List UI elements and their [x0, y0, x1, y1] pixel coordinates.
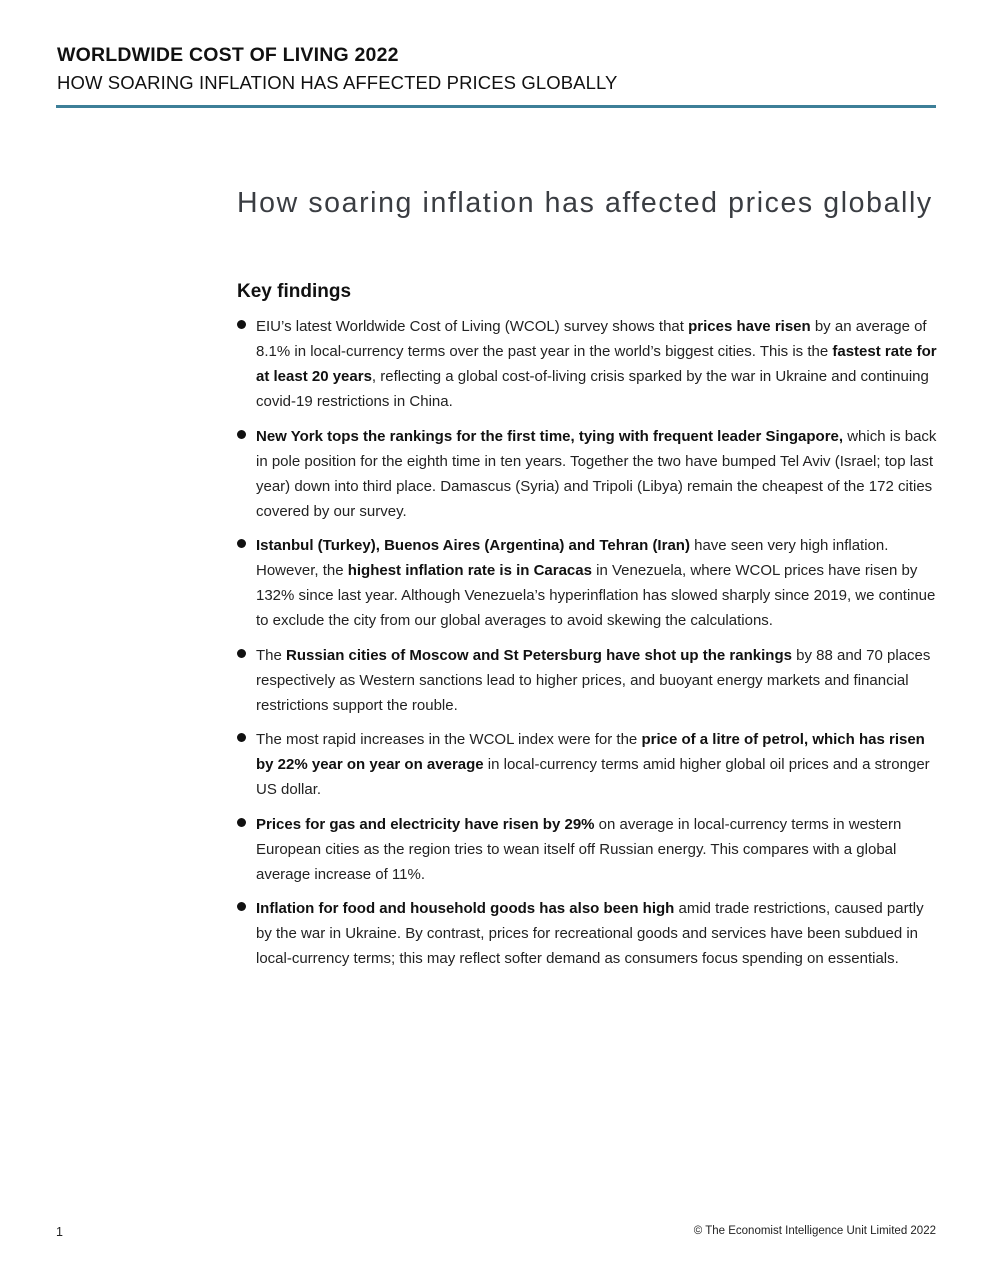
report-subtitle: HOW SOARING INFLATION HAS AFFECTED PRICES GLOBALLY	[57, 72, 618, 93]
page-number: 1	[56, 1225, 63, 1239]
page-heading: How soaring inflation has affected prices globally	[237, 187, 933, 219]
finding-emphasis: highest inflation rate is in Caracas	[347, 562, 592, 579]
finding-emphasis: fastest rate for at least 20 years	[256, 343, 937, 385]
finding-emphasis: Istanbul (Turkey), Buenos Aires (Argentina) and Tehran (Iran)	[256, 537, 690, 554]
finding-text: in local-currency terms amid higher global oil prices and a stronger US dollar.	[256, 756, 930, 798]
finding-text: by 88 and 70 places respectively as Western sanctions lead to higher prices, and buoyant energy markets and financial restrictions support the rouble.	[256, 646, 931, 714]
finding-text: The most rapid increases in the WCOL index were for the	[256, 731, 642, 748]
finding-item	[237, 643, 937, 718]
finding-item	[237, 533, 937, 633]
finding-text: have seen very high inflation. However, the	[256, 537, 889, 579]
bullet-icon	[237, 902, 246, 911]
finding-text: which is back in pole position for the eighth time in ten years. Together the two have bumped Tel Aviv (Israel; top last year) down into third place. Damascus (Syria) and Tripoli (Libya) remain the cheapest of the 172 cities covered by our survey.	[256, 427, 937, 520]
copyright-notice: © The Economist Intelligence Unit Limited 2022	[693, 1225, 936, 1237]
bullet-icon	[237, 430, 246, 439]
finding-item	[237, 812, 937, 887]
report-title: WORLDWIDE COST OF LIVING 2022	[57, 44, 399, 66]
finding-text: , reflecting a global cost-of-living crisis sparked by the war in Ukraine and continuing covid-19 restrictions in China.	[256, 368, 929, 410]
bullet-icon	[237, 539, 246, 548]
finding-text: in Venezuela, where WCOL prices have risen by 132% since last year. Although Venezuela’s hyperinflation has slowed sharply since 2019, we continue to exclude the city from our global averages to avoid skewing the calculations.	[256, 562, 936, 629]
finding-emphasis: New York tops the rankings for the first time, tying with frequent leader Singapore,	[256, 427, 844, 445]
finding-emphasis: price of a litre of petrol, which has risen by 22% year on year on average	[256, 731, 925, 773]
running-header	[57, 42, 936, 96]
bullet-icon	[237, 818, 246, 827]
bullet-icon	[237, 320, 246, 329]
finding-text: amid trade restrictions, caused partly by the war in Ukraine. By contrast, prices for recreational goods and services have been subdued in local-currency terms; this may reflect softer demand as consumers focus spending on essentials.	[256, 900, 924, 967]
finding-emphasis: Russian cities of Moscow and St Petersburg have shot up the rankings	[286, 646, 792, 664]
finding-emphasis: Prices for gas and electricity have risen by 29%	[256, 815, 595, 833]
finding-emphasis: Inflation for food and household goods has also been high	[256, 900, 675, 917]
finding-text: by an average of 8.1% in local-currency terms over the past year in the world’s biggest cities. This is the	[256, 318, 927, 360]
finding-item	[237, 424, 937, 524]
bullet-icon	[237, 649, 246, 658]
key-findings-list	[237, 314, 937, 981]
bullet-icon	[237, 733, 246, 742]
finding-text: on average in local-currency terms in western European cities as the region tries to wean itself off Russian energy. This compares with a global average increase of 11%.	[256, 815, 902, 883]
finding-item	[237, 314, 937, 414]
finding-text: EIU’s latest Worldwide Cost of Living (WCOL) survey shows that	[256, 318, 689, 335]
finding-text: The	[256, 646, 287, 664]
finding-item	[237, 896, 937, 971]
section-title: Key findings	[237, 281, 352, 302]
finding-emphasis: prices have risen	[688, 318, 811, 335]
header-divider	[56, 105, 936, 108]
finding-item	[237, 727, 937, 802]
